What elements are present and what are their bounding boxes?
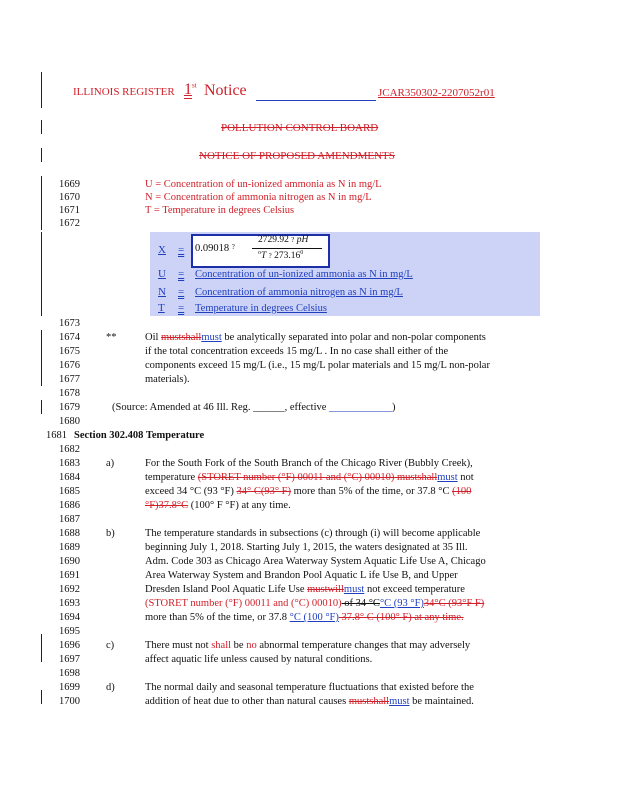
line-number: 1689 (59, 542, 80, 553)
line-number: 1691 (59, 570, 80, 581)
symbol-n: N (158, 286, 166, 298)
change-bar (41, 72, 42, 108)
line-number: 1675 (59, 346, 80, 357)
item-d-line-1: The normal daily and seasonal temperature fluctuations that existed before the (145, 682, 474, 693)
equation-lhs: X (158, 244, 166, 256)
line-number: 1674 (59, 332, 80, 343)
deleted-text: mustwill (307, 584, 344, 595)
item-a-marker: a) (106, 458, 115, 469)
header-mark (184, 81, 197, 99)
oil-line-4: materials). (145, 374, 190, 385)
text: ) (392, 402, 396, 413)
definition-u: U = Concentration of un-ionized ammonia as N in mg/L (145, 179, 382, 190)
text: , effective (284, 402, 330, 413)
line-number: 1677 (59, 374, 80, 385)
source-note (112, 402, 396, 413)
notice-rule (256, 100, 376, 101)
inserted-text: must (201, 332, 222, 343)
oil-marker: ** (106, 332, 117, 343)
line-number: 1671 (59, 205, 80, 216)
inserted-text: no (246, 640, 257, 651)
equation-fraction-bar (252, 248, 322, 249)
line-number: 1673 (59, 318, 80, 329)
symbol-t: T (158, 302, 165, 314)
change-bar (41, 330, 42, 386)
line-number: 1678 (59, 388, 80, 399)
line-number: 1682 (59, 444, 80, 455)
equation-coefficient (195, 243, 235, 254)
line-number: 1697 (59, 654, 80, 665)
inserted-text: °C (100 °F) (289, 612, 339, 623)
equation-den-deg: 0 (300, 250, 304, 256)
item-b-line-4: Area Waterway System and Brandon Pool Aquatic L ife Use B, and Upper (145, 570, 458, 581)
equation-ph: pH (296, 235, 309, 245)
equation-numerator-value: 2729.92 (258, 235, 289, 245)
equals-sign: = (178, 302, 185, 314)
definition-t: T = Temperature in degrees Celsius (145, 205, 295, 216)
item-a-line-3 (145, 486, 471, 497)
deleted-text: (100 (452, 486, 472, 497)
notice-subtitle: NOTICE OF PROPOSED AMENDMENTS (199, 150, 395, 162)
header-mark-sup: st (192, 81, 197, 90)
text: (100° F °F) at any time. (188, 500, 291, 511)
item-b-marker: b) (106, 528, 115, 539)
inserted-text: shall (211, 640, 232, 651)
inserted-text: °C (93 °F) (379, 598, 424, 609)
line-number: 1670 (59, 192, 80, 203)
inserted-text: must (389, 696, 410, 707)
line-number: 1700 (59, 696, 80, 707)
equation-numerator (258, 235, 308, 245)
change-bar (41, 120, 42, 134)
deleted-text: mustshall (161, 332, 202, 343)
jcar-number: JCAR350302-2207052r01 (378, 87, 495, 99)
item-a-line-1: For the South Fork of the South Branch of the Chicago River (Bubbly Creek), (145, 458, 473, 469)
section-title: Section 302.408 Temperature (74, 430, 205, 441)
item-b-line-6 (145, 598, 484, 609)
deleted-text: 34° C(93° F) (236, 486, 291, 497)
oil-line-2: if the total concentration exceeds 15 mg/L . In no case shall either of the (145, 346, 449, 357)
text: Dresden Island Pool Aquatic Life Use (145, 584, 308, 595)
text: not exceed temperature (364, 584, 465, 595)
blank: ____________ (329, 402, 393, 413)
line-number: 1684 (59, 472, 80, 483)
line-number: 1699 (59, 682, 80, 693)
equation-symbol: ? (291, 236, 295, 244)
line-number: 1695 (59, 626, 80, 637)
register-title: ILLINOIS REGISTER (73, 86, 175, 98)
line-number: 1685 (59, 486, 80, 497)
equation-coef-value: 0.09018 (195, 243, 230, 254)
text: be (231, 640, 247, 651)
line-number: 1683 (59, 458, 80, 469)
inserted-text: must (437, 472, 458, 483)
equation-denominator (258, 250, 303, 261)
item-b-line-2: beginning July 1, 2018. Starting July 1, 2015, the waters designated at 35 Ill. (145, 542, 468, 553)
text: more than 5% of the time, or 37.8 (145, 612, 290, 623)
change-bar (41, 634, 42, 662)
line-number: 1693 (59, 598, 80, 609)
change-bar (41, 176, 42, 230)
text: There must not (145, 640, 212, 651)
board-name: POLLUTION CONTROL BOARD (221, 122, 379, 134)
item-d-line-2 (145, 696, 474, 707)
item-b-line-7 (145, 612, 464, 623)
deleted-text: 34°C (93°F F) (423, 598, 485, 609)
text: not (457, 472, 474, 483)
new-definition-u: Concentration of un-ionized ammonia as N in mg/L (195, 269, 413, 280)
line-number: 1681 (46, 430, 67, 441)
oil-line-1 (145, 332, 486, 343)
text: be analytically separated into polar and non-polar components (221, 332, 486, 343)
deleted-text: 37.8° C (100° F) at any time. (338, 612, 464, 623)
line-number: 1672 (59, 218, 80, 229)
equation-symbol: ? (268, 252, 272, 261)
line-number: 1676 (59, 360, 80, 371)
change-bar (41, 232, 42, 316)
line-number: 1694 (59, 612, 80, 623)
deleted-text: mustshall (348, 696, 390, 707)
equation-symbol: ? (231, 243, 235, 251)
item-b-line-3: Adm. Code 303 as Chicago Area Waterway System Aquatic Life Use A, Chicago (145, 556, 486, 567)
red-text: (STORET number (°F) 00011 and (°C) 00010) (145, 598, 342, 609)
change-bar (41, 148, 42, 162)
item-a-line-4 (145, 500, 291, 511)
deleted-text: of 34 °C (341, 598, 380, 609)
line-number: 1680 (59, 416, 80, 427)
new-definition-t: Temperature in degrees Celsius (195, 303, 327, 314)
text: abnormal temperature changes that may adversely (256, 640, 471, 651)
blank: ______ (253, 402, 285, 413)
item-b-line-1: The temperature standards in subsections (c) through (i) will become applicable (145, 528, 481, 539)
text: (Source: Amended at 46 Ill. Reg. (112, 402, 254, 413)
item-c-line-2: affect aquatic life unless caused by natural conditions. (145, 654, 373, 665)
line-number: 1687 (59, 514, 80, 525)
definition-n: N = Concentration of ammonia nitrogen as N in mg/L (145, 192, 372, 203)
change-bar (41, 690, 42, 704)
notice-label: Notice (204, 82, 247, 99)
text: Oil (145, 332, 162, 343)
equation-den-t: T (261, 251, 267, 262)
inserted-text: must (343, 584, 365, 595)
item-c-marker: c) (106, 640, 115, 651)
line-number: 1696 (59, 640, 80, 651)
equals-sign: = (178, 286, 185, 298)
deleted-text: °F)37.8°C (145, 500, 189, 511)
item-a-line-2 (145, 472, 474, 483)
deleted-text: (STORET number (°F) 00011 and (°C) 00010) mustshall (197, 472, 438, 483)
text: more than 5% of the time, or 37.8 °C (291, 486, 453, 497)
line-number: 1692 (59, 584, 80, 595)
symbol-u: U (158, 268, 166, 280)
new-definition-n: Concentration of ammonia nitrogen as N in mg/L (195, 287, 403, 298)
line-number: 1698 (59, 668, 80, 679)
header-mark-number: 1 (184, 81, 192, 98)
item-c-line-1 (145, 640, 470, 651)
equation-den-value: 273.16 (274, 251, 301, 262)
line-number: 1690 (59, 556, 80, 567)
equation-equals: = (178, 244, 185, 256)
item-d-marker: d) (106, 682, 115, 693)
line-number: 1686 (59, 500, 80, 511)
change-bar (41, 400, 42, 414)
text: temperature (145, 472, 198, 483)
text: addition of heat due to other than natural causes (145, 696, 349, 707)
line-number: 1688 (59, 528, 80, 539)
equation-den-sup: o (258, 250, 261, 256)
equals-sign: = (178, 268, 185, 280)
oil-line-3: components exceed 15 mg/L (i.e., 15 mg/L polar materials and 15 mg/L non-polar (145, 360, 490, 371)
line-number: 1669 (59, 179, 80, 190)
text: be maintained. (409, 696, 474, 707)
text: exceed 34 °C (93 °F) (145, 486, 237, 497)
line-number: 1679 (59, 402, 80, 413)
item-b-line-5 (145, 584, 465, 595)
